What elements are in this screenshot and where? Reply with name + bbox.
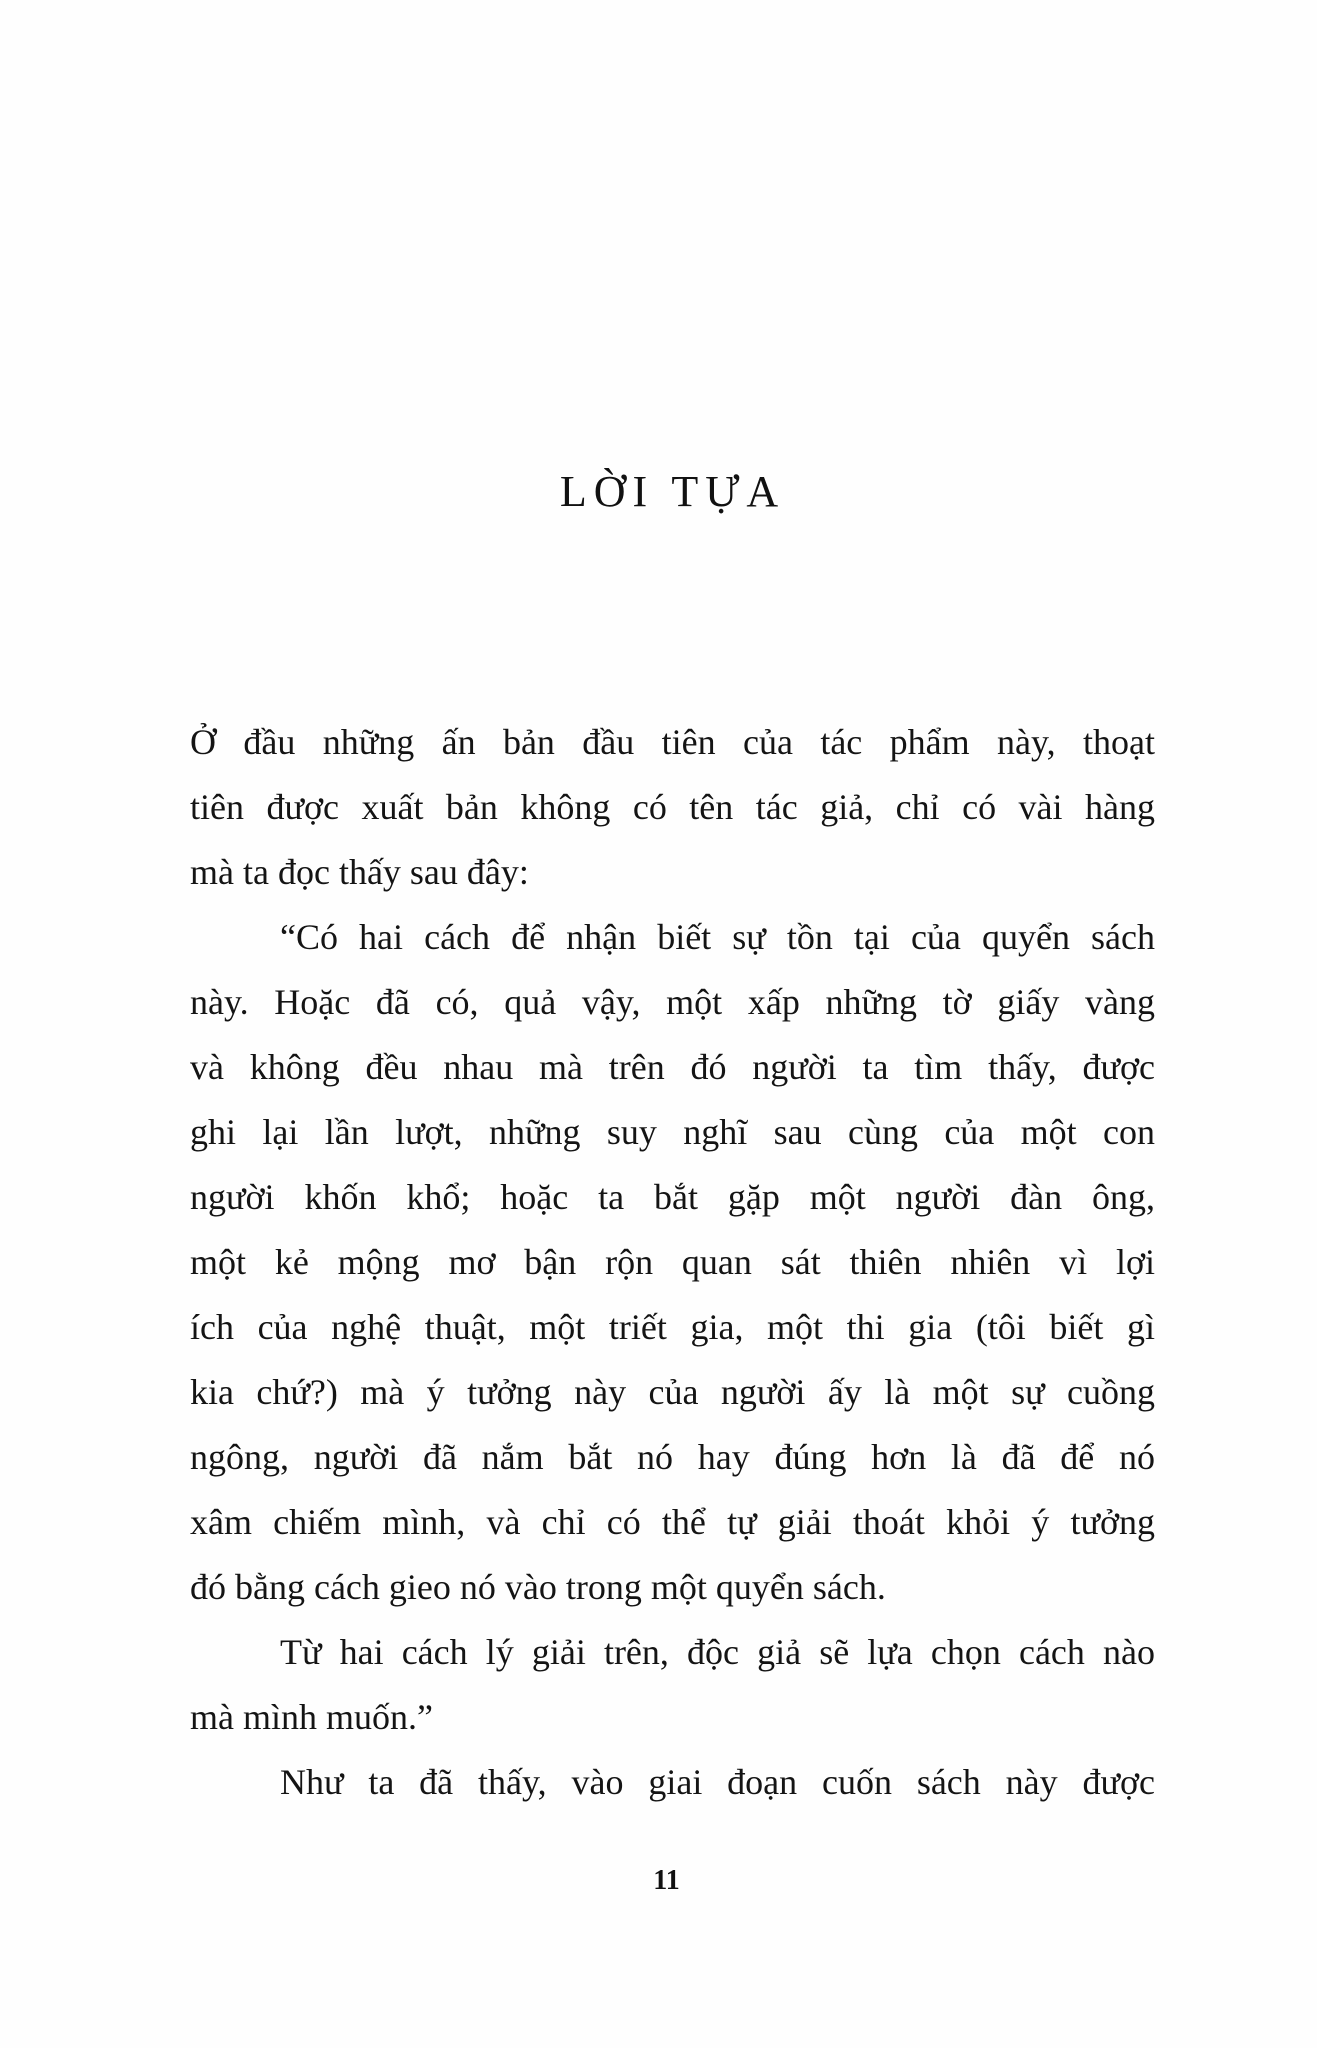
text-line: Ở đầu những ấn bản đầu tiên của tác phẩm này, thoạt bbox=[190, 722, 1155, 762]
text-line: kia chứ?) mà ý tưởng này của người ấy là một sự cuồng bbox=[190, 1372, 1155, 1412]
chapter-title: LỜI TỰA bbox=[559, 467, 786, 516]
text-line: xâm chiếm mình, và chỉ có thể tự giải thoát khỏi ý tưởng bbox=[190, 1502, 1155, 1542]
text-line: ích của nghệ thuật, một triết gia, một thi gia (tôi biết gì bbox=[190, 1307, 1155, 1347]
text-line: mà ta đọc thấy sau đây: bbox=[190, 852, 529, 892]
text-line: người khốn khổ; hoặc ta bắt gặp một người đàn ông, bbox=[190, 1177, 1155, 1217]
text-line: ghi lại lần lượt, những suy nghĩ sau cùng của một con bbox=[190, 1112, 1155, 1152]
text-line: đó bằng cách gieo nó vào trong một quyển sách. bbox=[190, 1567, 886, 1607]
text-line: và không đều nhau mà trên đó người ta tìm thấy, được bbox=[190, 1047, 1155, 1087]
text-line: Như ta đã thấy, vào giai đoạn cuốn sách này được bbox=[280, 1762, 1155, 1802]
text-line: Từ hai cách lý giải trên, độc giả sẽ lựa chọn cách nào bbox=[280, 1632, 1155, 1672]
text-line: mà mình muốn.” bbox=[190, 1697, 433, 1737]
quote-paragraph bbox=[190, 905, 1155, 1620]
body-text bbox=[190, 710, 1155, 1815]
text-line: “Có hai cách để nhận biết sự tồn tại của quyển sách bbox=[280, 917, 1155, 957]
text-line: một kẻ mộng mơ bận rộn quan sát thiên nhiên vì lợi bbox=[190, 1242, 1155, 1282]
paragraph bbox=[190, 1620, 1155, 1750]
text-line: ngông, người đã nắm bắt nó hay đúng hơn là đã để nó bbox=[190, 1437, 1155, 1477]
paragraph bbox=[190, 1750, 1155, 1815]
text-line: tiên được xuất bản không có tên tác giả, chỉ có vài hàng bbox=[190, 787, 1155, 827]
page-number: 11 bbox=[653, 1865, 680, 1896]
text-line: này. Hoặc đã có, quả vậy, một xấp những tờ giấy vàng bbox=[190, 982, 1155, 1022]
paragraph bbox=[190, 710, 1155, 905]
